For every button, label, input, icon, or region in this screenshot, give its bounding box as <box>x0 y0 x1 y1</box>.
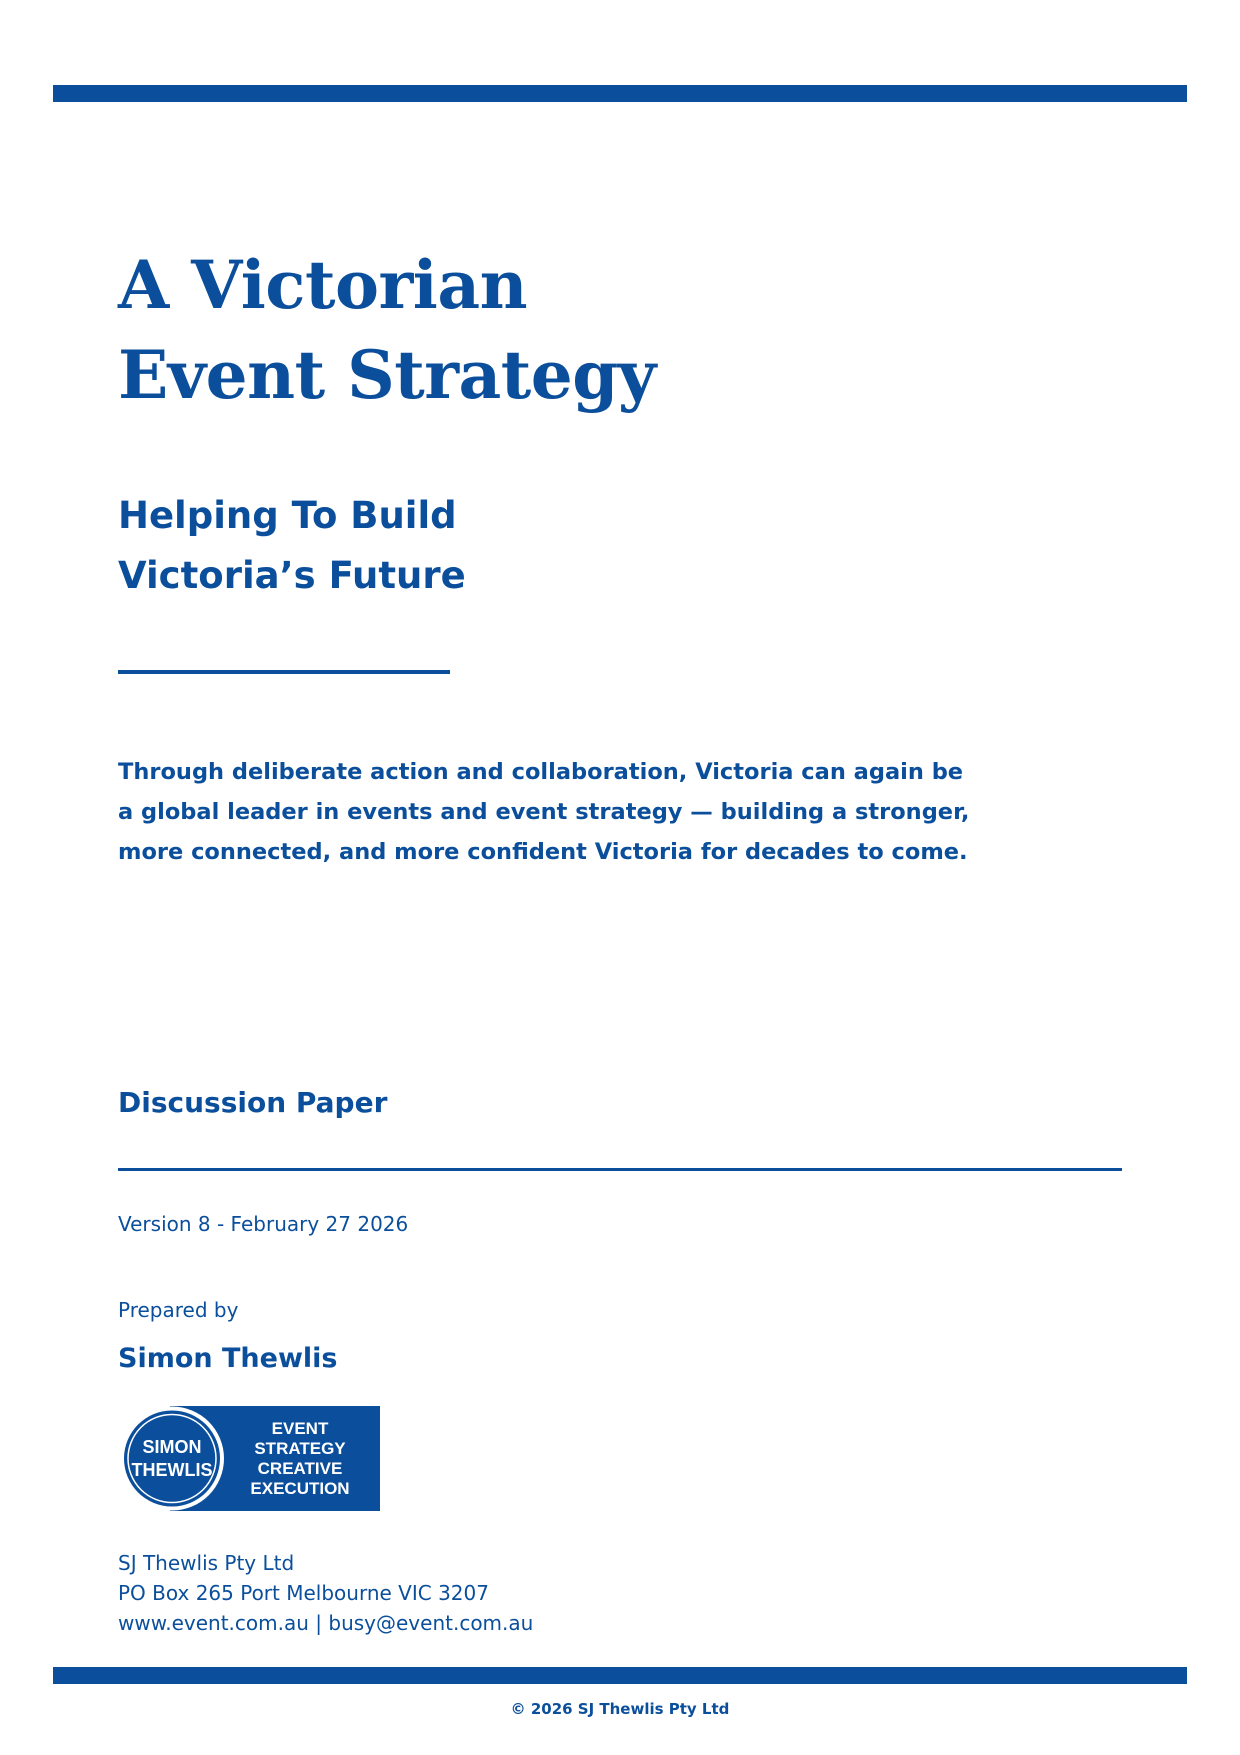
contact-block <box>118 1548 533 1638</box>
subtitle-line-1: Helping To Build <box>118 494 457 537</box>
bottom-accent-bar <box>53 1667 1187 1684</box>
intro-line-1: Through deliberate action and collaboration, Victoria can again be <box>118 759 964 785</box>
logo-circle <box>124 1411 220 1507</box>
version-label: Version 8 - February 27 2026 <box>118 1212 409 1236</box>
prepared-by-label: Prepared by <box>118 1298 239 1322</box>
document-type: Discussion Paper <box>118 1086 388 1119</box>
document-title <box>118 240 656 420</box>
top-accent-bar <box>53 85 1187 102</box>
title-divider <box>118 670 450 674</box>
logo-box-line-4: EXECUTION <box>250 1479 350 1498</box>
logo-circle-line-1: SIMON <box>142 1437 202 1457</box>
subtitle-line-2: Victoria’s Future <box>118 554 466 597</box>
copyright-footer: © 2026 SJ Thewlis Pty Ltd <box>510 1700 730 1718</box>
company-name: SJ Thewlis Pty Ltd <box>118 1551 295 1575</box>
company-logo <box>120 1406 380 1511</box>
postal-address: PO Box 265 Port Melbourne VIC 3207 <box>118 1581 489 1605</box>
intro-line-2: a global leader in events and event strategy — building a stronger, <box>118 799 970 825</box>
intro-line-3: more connected, and more confident Victoria for decades to come. <box>118 839 968 865</box>
document-subtitle <box>118 486 466 606</box>
logo-circle-line-2: THEWLIS <box>131 1460 213 1480</box>
logo-box-line-3: CREATIVE <box>257 1459 343 1478</box>
logo-box-line-2: STRATEGY <box>254 1439 346 1458</box>
section-divider <box>118 1168 1122 1171</box>
title-line-1: A Victorian <box>118 246 528 324</box>
author-name: Simon Thewlis <box>118 1343 338 1374</box>
title-line-2: Event Strategy <box>118 336 656 414</box>
logo-box-line-1: EVENT <box>271 1419 329 1438</box>
web-and-email: www.event.com.au | busy@event.com.au <box>118 1611 534 1635</box>
intro-paragraph <box>118 752 1018 872</box>
